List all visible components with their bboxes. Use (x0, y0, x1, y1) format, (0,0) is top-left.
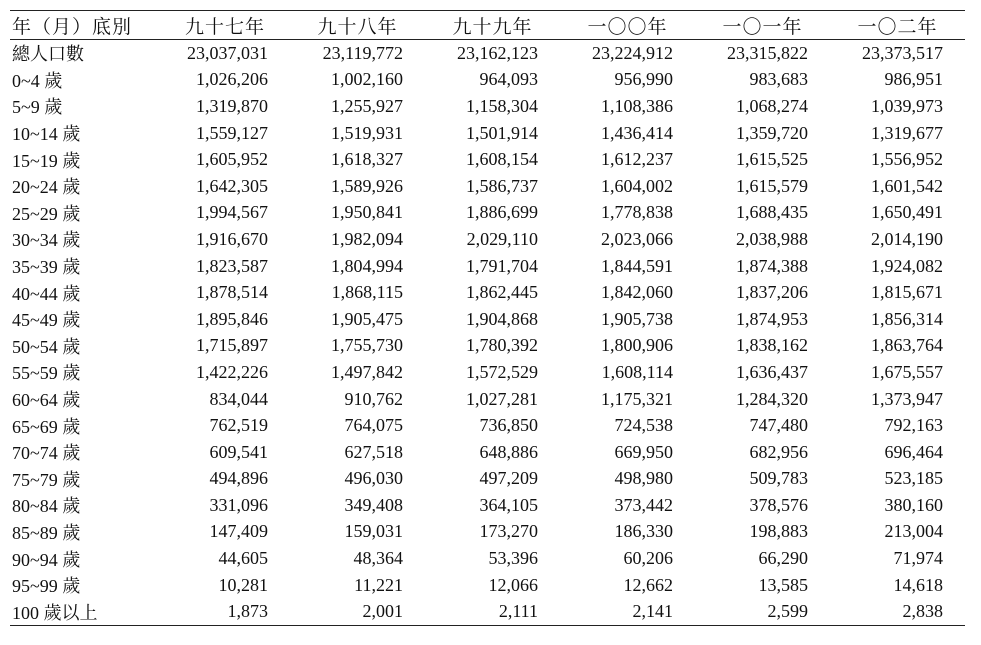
table-cell: 1,837,206 (736, 282, 808, 303)
table-cell: 964,093 (479, 69, 538, 90)
row-label: 60~64 歲 (12, 390, 81, 411)
table-cell: 2,014,190 (871, 228, 943, 249)
table-cell: 1,108,386 (601, 95, 673, 116)
table-cell: 1,572,529 (466, 361, 538, 382)
table-cell: 498,980 (614, 468, 673, 489)
table-cell: 14,618 (893, 574, 943, 595)
row-label: 85~89 歲 (12, 522, 81, 543)
row-label: 55~59 歲 (12, 363, 81, 384)
table-cell: 147,409 (209, 521, 268, 542)
row-label: 30~34 歲 (12, 230, 81, 251)
table-row (10, 412, 965, 439)
table-cell: 1,608,114 (601, 361, 673, 382)
table-cell: 1,863,764 (871, 335, 943, 356)
table-cell: 12,662 (623, 574, 673, 595)
table-row (10, 306, 965, 333)
table-cell: 159,031 (344, 521, 403, 542)
table-row (10, 67, 965, 94)
table-cell: 1,838,162 (736, 335, 808, 356)
table-row (10, 226, 965, 253)
table-cell: 1,804,994 (331, 255, 403, 276)
table-cell: 1,519,931 (331, 122, 403, 143)
table-cell: 331,096 (209, 494, 268, 515)
table-cell: 762,519 (209, 415, 268, 436)
table-row (10, 598, 965, 625)
table-cell: 198,883 (749, 521, 808, 542)
table-cell: 1,175,321 (601, 388, 673, 409)
row-label: 15~19 歲 (12, 150, 81, 171)
row-label: 35~39 歲 (12, 257, 81, 278)
table-cell: 1,916,670 (196, 228, 268, 249)
row-label: 65~69 歲 (12, 416, 81, 437)
population-table-container (10, 10, 965, 626)
table-cell: 696,464 (884, 441, 943, 462)
row-label: 90~94 歲 (12, 549, 81, 570)
table-cell: 11,221 (354, 574, 403, 595)
table-cell: 792,163 (884, 415, 943, 436)
table-cell: 1,359,720 (736, 122, 808, 143)
row-label: 40~44 歲 (12, 283, 81, 304)
table-cell: 1,612,237 (601, 149, 673, 170)
row-label: 70~74 歲 (12, 443, 81, 464)
table-cell: 496,030 (344, 468, 403, 489)
table-cell: 523,185 (884, 468, 943, 489)
table-cell: 1,601,542 (871, 175, 943, 196)
row-label: 20~24 歲 (12, 177, 81, 198)
table-cell: 1,039,973 (871, 95, 943, 116)
table-cell: 1,422,226 (196, 361, 268, 382)
table-cell: 1,873 (160, 598, 290, 625)
table-cell: 186,330 (614, 521, 673, 542)
table-cell: 509,783 (749, 468, 808, 489)
table-cell: 1,615,579 (736, 175, 808, 196)
table-row (10, 253, 965, 280)
row-label: 0~4 歲 (12, 70, 63, 91)
table-cell: 1,874,953 (736, 308, 808, 329)
table-cell: 1,636,437 (736, 361, 808, 382)
table-row (10, 492, 965, 519)
table-cell: 23,162,123 (457, 42, 538, 63)
table-row (10, 333, 965, 360)
table-row (10, 200, 965, 227)
table-cell: 747,480 (749, 415, 808, 436)
table-cell: 1,823,587 (196, 255, 268, 276)
table-cell: 1,608,154 (466, 149, 538, 170)
table-cell: 1,874,388 (736, 255, 808, 276)
table-cell: 1,158,304 (466, 95, 538, 116)
table-cell: 1,950,841 (331, 202, 403, 223)
table-cell: 1,856,314 (871, 308, 943, 329)
table-cell: 173,270 (479, 521, 538, 542)
table-row (10, 93, 965, 120)
table-cell: 1,027,281 (466, 388, 538, 409)
table-cell: 1,501,914 (466, 122, 538, 143)
population-by-age-table (10, 10, 965, 626)
table-cell: 60,206 (623, 548, 673, 569)
table-cell: 1,068,274 (736, 95, 808, 116)
table-cell: 682,956 (749, 441, 808, 462)
table-cell: 1,319,677 (871, 122, 943, 143)
table-cell: 2,029,110 (466, 228, 538, 249)
table-cell: 724,538 (614, 415, 673, 436)
table-cell: 53,396 (488, 548, 538, 569)
table-cell: 1,255,927 (331, 95, 403, 116)
header-year-6: 一〇二年 (830, 11, 965, 40)
table-cell: 1,604,002 (601, 175, 673, 196)
table-row (10, 173, 965, 200)
table-cell: 1,605,952 (196, 149, 268, 170)
table-cell: 2,838 (830, 598, 965, 625)
table-cell: 12,066 (488, 574, 538, 595)
table-cell: 1,586,737 (466, 175, 538, 196)
table-cell: 2,038,988 (736, 228, 808, 249)
table-cell: 2,141 (560, 598, 695, 625)
table-row (10, 439, 965, 466)
header-year-2: 九十八年 (290, 11, 425, 40)
table-cell: 1,497,842 (331, 361, 403, 382)
table-row (10, 572, 965, 599)
row-label: 10~14 歲 (12, 124, 81, 145)
table-cell: 1,319,870 (196, 95, 268, 116)
table-cell: 834,044 (209, 388, 268, 409)
table-cell: 2,001 (290, 598, 425, 625)
table-cell: 1,688,435 (736, 202, 808, 223)
table-cell: 71,974 (893, 548, 943, 569)
table-cell: 1,886,699 (466, 202, 538, 223)
table-cell: 213,004 (884, 521, 943, 542)
table-cell: 1,905,475 (331, 308, 403, 329)
table-cell: 23,373,517 (862, 42, 943, 63)
table-cell: 1,556,952 (871, 149, 943, 170)
table-cell: 494,896 (209, 468, 268, 489)
table-row (10, 279, 965, 306)
table-cell: 1,675,557 (871, 361, 943, 382)
table-cell: 1,715,897 (196, 335, 268, 356)
table-cell: 373,442 (614, 494, 673, 515)
header-label-column: 年（月）底別 (10, 11, 160, 40)
table-cell: 10,281 (218, 574, 268, 595)
table-cell: 13,585 (758, 574, 808, 595)
table-cell: 910,762 (344, 388, 403, 409)
table-cell: 764,075 (344, 415, 403, 436)
table-cell: 1,994,567 (196, 202, 268, 223)
table-cell: 1,878,514 (196, 282, 268, 303)
table-cell: 1,755,730 (331, 335, 403, 356)
table-cell: 497,209 (479, 468, 538, 489)
row-label: 45~49 歲 (12, 310, 81, 331)
table-cell: 1,862,445 (466, 282, 538, 303)
table-row (10, 40, 965, 67)
table-header (10, 11, 965, 40)
header-row (10, 11, 965, 40)
row-label: 75~79 歲 (12, 469, 81, 490)
table-cell: 364,105 (479, 494, 538, 515)
row-label: 100 歲以上 (10, 598, 160, 625)
table-cell: 609,541 (209, 441, 268, 462)
row-label: 95~99 歲 (12, 576, 81, 597)
table-cell: 1,650,491 (871, 202, 943, 223)
table-cell: 1,778,838 (601, 202, 673, 223)
table-cell: 23,037,031 (187, 42, 268, 63)
row-label: 80~84 歲 (12, 496, 81, 517)
table-cell: 983,683 (749, 69, 808, 90)
table-row (10, 120, 965, 147)
table-cell: 1,895,846 (196, 308, 268, 329)
table-cell: 48,364 (353, 548, 403, 569)
table-cell: 1,284,320 (736, 388, 808, 409)
table-cell: 1,436,414 (601, 122, 673, 143)
table-cell: 1,559,127 (196, 122, 268, 143)
table-cell: 1,815,671 (871, 282, 943, 303)
table-cell: 1,026,206 (196, 69, 268, 90)
table-cell: 956,990 (614, 69, 673, 90)
row-label: 5~9 歲 (12, 97, 63, 118)
table-cell: 23,224,912 (592, 42, 673, 63)
table-cell: 1,868,115 (331, 282, 403, 303)
table-row (10, 519, 965, 546)
table-cell: 1,842,060 (601, 282, 673, 303)
table-cell: 1,615,525 (736, 149, 808, 170)
table-cell: 648,886 (479, 441, 538, 462)
table-cell: 1,780,392 (466, 335, 538, 356)
table-cell: 1,844,591 (601, 255, 673, 276)
table-cell: 986,951 (884, 69, 943, 90)
table-body (10, 40, 965, 626)
table-cell: 1,904,868 (466, 308, 538, 329)
header-year-5: 一〇一年 (695, 11, 830, 40)
table-cell: 380,160 (884, 494, 943, 515)
table-cell: 2,599 (695, 598, 830, 625)
table-cell: 2,111 (425, 598, 560, 625)
table-cell: 1,800,906 (601, 335, 673, 356)
table-cell: 1,589,926 (331, 175, 403, 196)
table-cell: 1,982,094 (331, 228, 403, 249)
table-cell: 23,119,772 (322, 42, 403, 63)
table-cell: 1,642,305 (196, 175, 268, 196)
table-cell: 736,850 (479, 415, 538, 436)
table-row (10, 466, 965, 493)
table-cell: 1,618,327 (331, 149, 403, 170)
table-cell: 66,290 (758, 548, 808, 569)
row-label: 總人口數 (12, 44, 84, 65)
table-cell: 378,576 (749, 494, 808, 515)
table-cell: 1,002,160 (331, 69, 403, 90)
table-cell: 1,791,704 (466, 255, 538, 276)
table-row (10, 386, 965, 413)
table-row (10, 545, 965, 572)
header-year-3: 九十九年 (425, 11, 560, 40)
table-row (10, 359, 965, 386)
row-label: 25~29 歲 (12, 203, 81, 224)
table-cell: 44,605 (218, 548, 268, 569)
row-label: 50~54 歲 (12, 336, 81, 357)
table-cell: 669,950 (614, 441, 673, 462)
table-cell: 2,023,066 (601, 228, 673, 249)
table-cell: 349,408 (344, 494, 403, 515)
table-cell: 627,518 (344, 441, 403, 462)
table-row (10, 146, 965, 173)
table-cell: 1,373,947 (871, 388, 943, 409)
table-cell: 1,905,738 (601, 308, 673, 329)
table-cell: 23,315,822 (727, 42, 808, 63)
header-year-1: 九十七年 (160, 11, 290, 40)
header-year-4: 一〇〇年 (560, 11, 695, 40)
table-cell: 1,924,082 (871, 255, 943, 276)
